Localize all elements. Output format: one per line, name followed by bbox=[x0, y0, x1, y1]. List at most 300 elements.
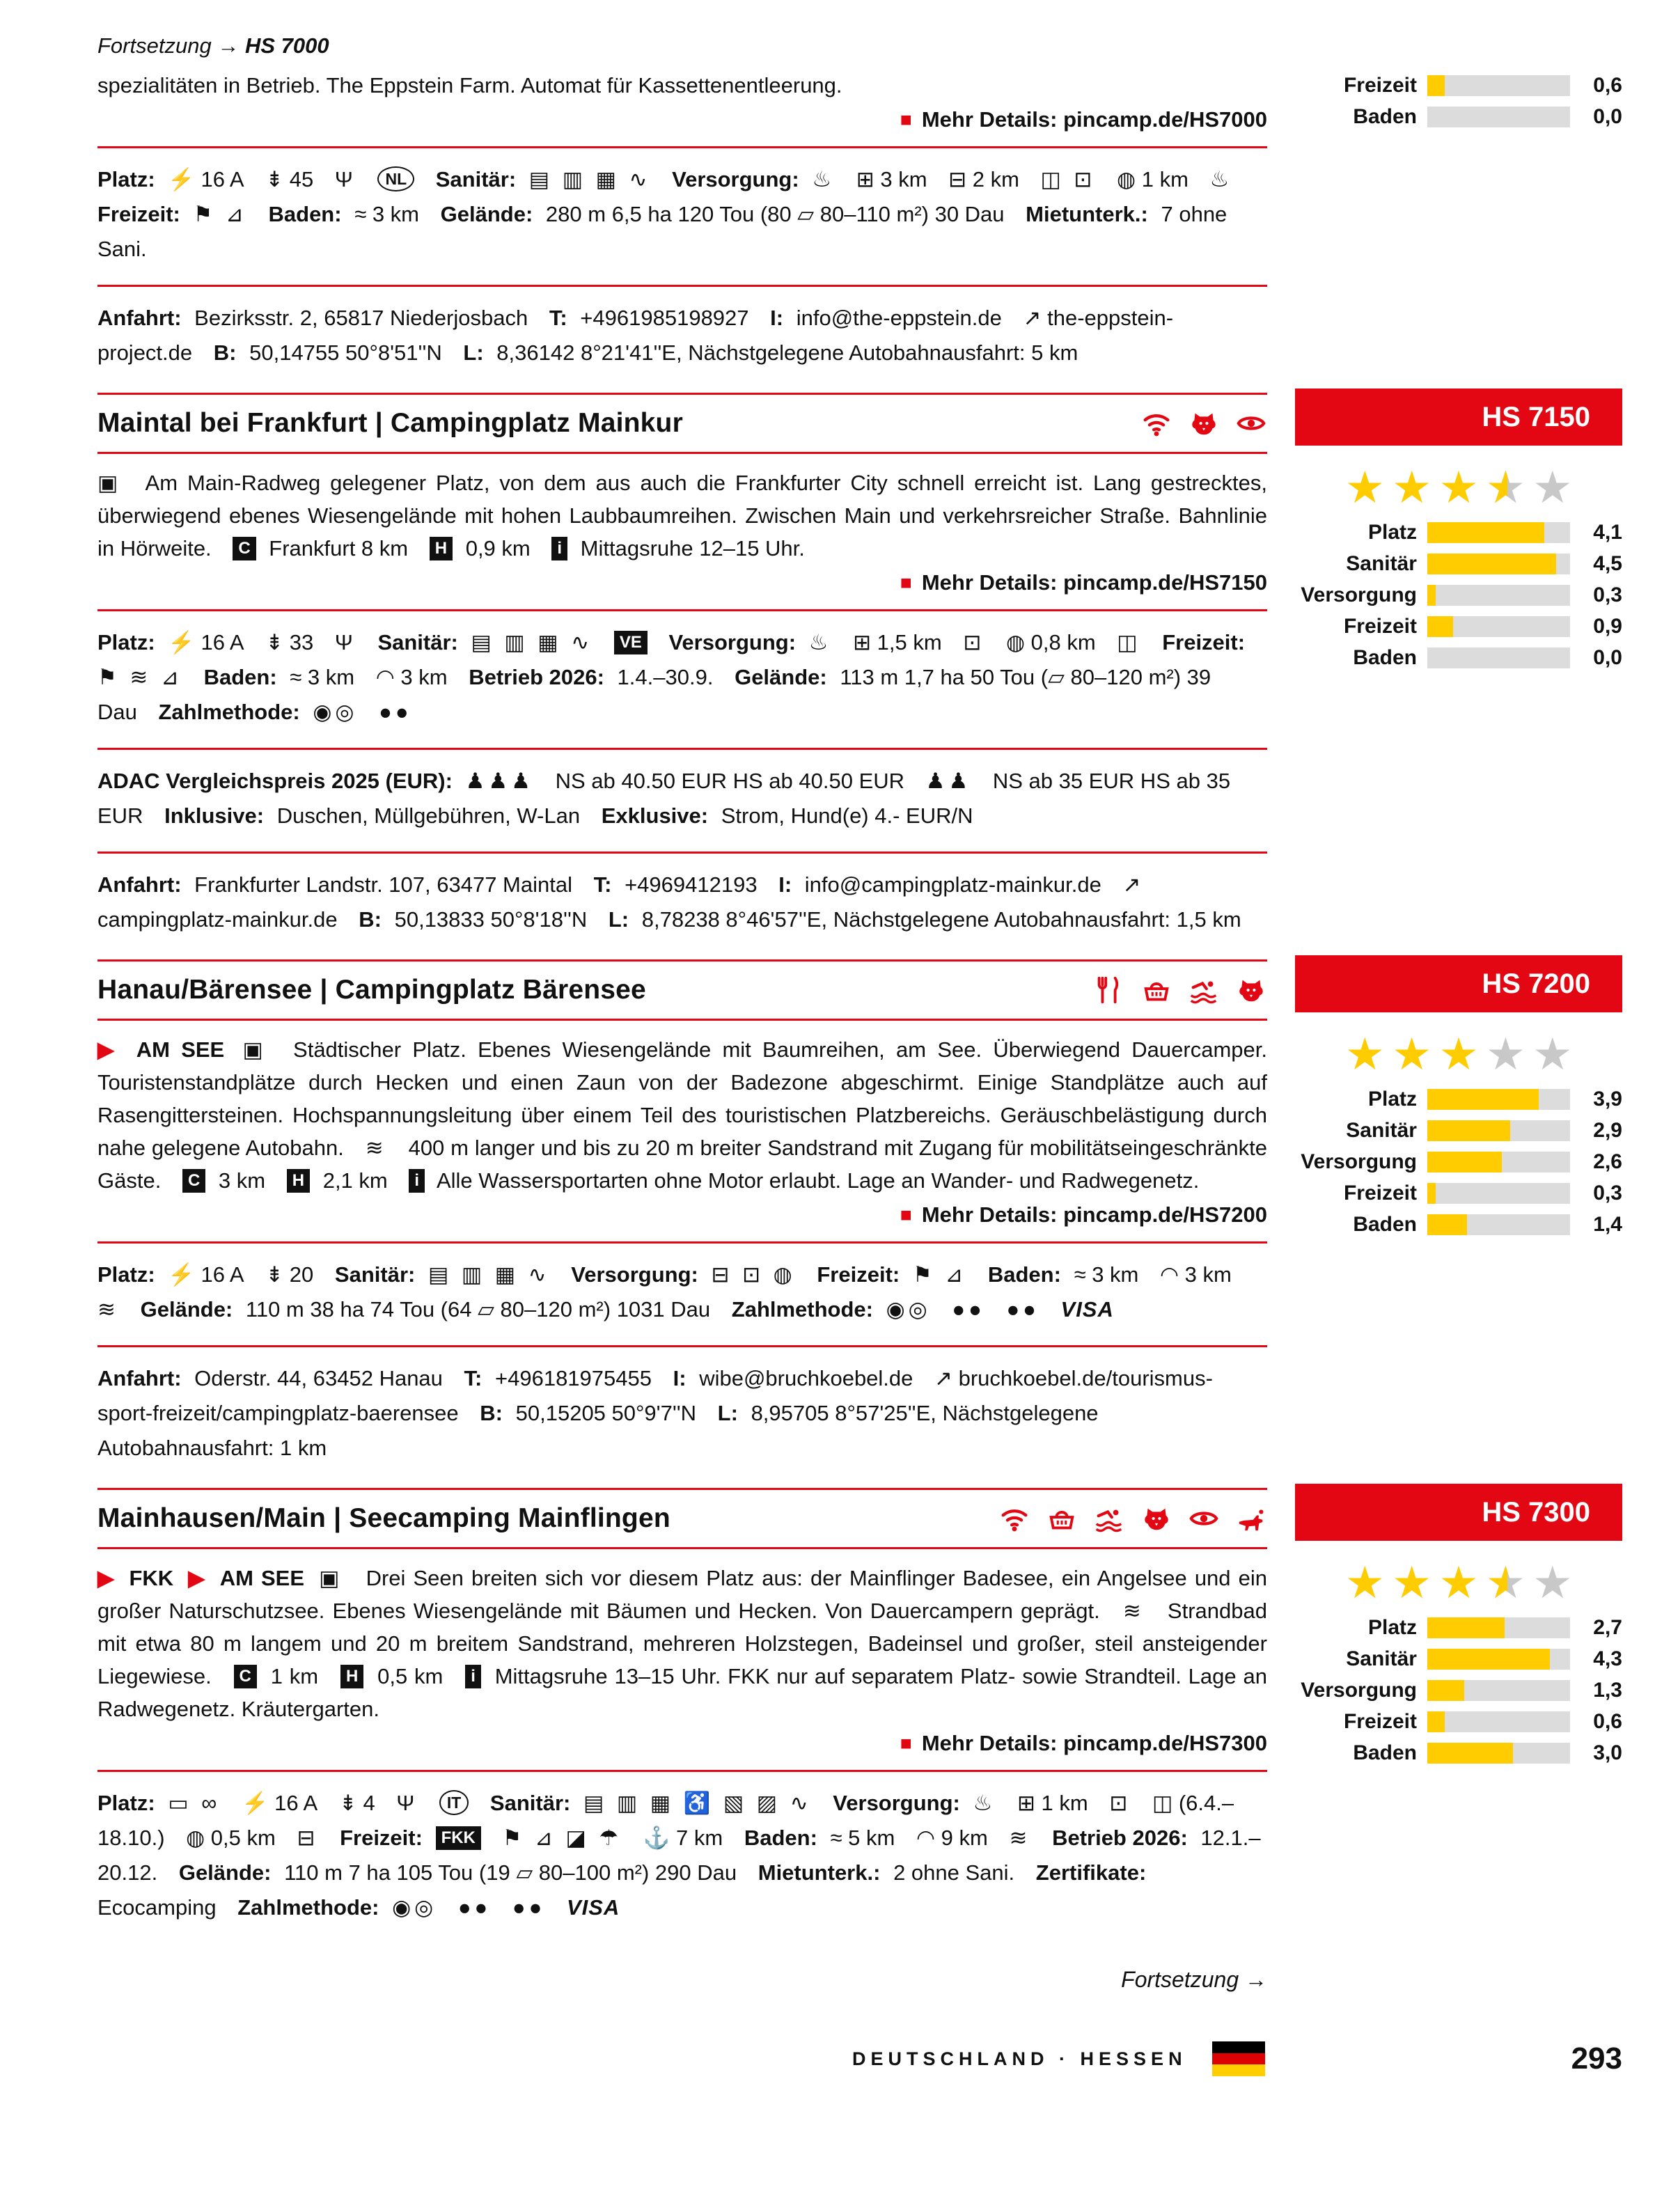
entry-header-icons bbox=[1140, 407, 1267, 439]
field-text: +4969412193 bbox=[625, 872, 758, 897]
rating-row bbox=[1295, 1088, 1622, 1111]
field-label: T: bbox=[593, 872, 612, 897]
continuation-footer: Fortsetzung → bbox=[1121, 1967, 1267, 1992]
field-label: I: bbox=[673, 1366, 687, 1390]
rating-row bbox=[1295, 105, 1622, 129]
field-label: Sanitär: bbox=[377, 630, 458, 654]
rating-label: Freizeit bbox=[1343, 1710, 1417, 1733]
rating-value: 0,3 bbox=[1593, 1182, 1622, 1205]
top-side-column bbox=[1295, 33, 1622, 136]
field-label: B: bbox=[359, 907, 382, 932]
rating-row bbox=[1295, 615, 1622, 638]
icon-cluster: ≋ bbox=[1122, 1599, 1145, 1623]
icon-cluster: ●● bbox=[952, 1297, 985, 1321]
icon-cluster: ▣ bbox=[97, 471, 122, 495]
field-text: ≈ 3 km bbox=[354, 202, 420, 226]
field-label: L: bbox=[717, 1401, 738, 1425]
continuation-code: HS 7000 bbox=[244, 33, 329, 58]
icon-cluster: ♨ bbox=[812, 167, 836, 191]
rating-bar-fill bbox=[1427, 616, 1453, 637]
rating-bar-fill bbox=[1427, 75, 1445, 96]
entry-side-column bbox=[1295, 1484, 1622, 1773]
rating-label: Freizeit bbox=[1343, 1182, 1417, 1205]
rating-bar bbox=[1427, 585, 1570, 606]
germany-flag bbox=[1212, 2041, 1265, 2076]
entry-title: Hanau/Bärensee | Campingplatz Bärensee bbox=[97, 975, 646, 1005]
rating-bar-fill bbox=[1427, 1680, 1464, 1701]
more-details-text: Mehr Details: pincamp.de/HS7000 bbox=[921, 107, 1267, 132]
field-text: info@campingplatz-mainkur.de bbox=[804, 872, 1101, 897]
star-icon: ★ bbox=[1391, 1558, 1432, 1608]
field-label: T: bbox=[464, 1366, 483, 1390]
star-icon: ★ bbox=[1438, 1558, 1479, 1608]
more-details-text: Mehr Details: pincamp.de/HS7150 bbox=[921, 570, 1267, 595]
rating-bar-fill bbox=[1427, 1649, 1550, 1670]
rating-bar-fill bbox=[1427, 585, 1436, 606]
icon-cluster: ▤ ▥ ▦ ♿ ▧ ▨ ∿ bbox=[583, 1791, 812, 1815]
rating-bars bbox=[1295, 1088, 1622, 1237]
field-label: Platz: bbox=[97, 1262, 155, 1287]
anfahrt-info-block bbox=[97, 1345, 1267, 1484]
rating-label: Baden bbox=[1353, 105, 1417, 128]
rating-bar bbox=[1427, 1120, 1570, 1141]
rating-label: Baden bbox=[1353, 1741, 1417, 1764]
rating-bar-fill bbox=[1427, 554, 1556, 574]
field-label: Betrieb 2026: bbox=[1052, 1826, 1188, 1850]
rating-row bbox=[1295, 583, 1622, 607]
star-rating bbox=[1295, 1029, 1622, 1079]
rating-row bbox=[1295, 1182, 1622, 1205]
square-letter-icon: i bbox=[409, 1169, 425, 1193]
rating-label: Baden bbox=[1353, 646, 1417, 669]
swim-icon bbox=[1188, 974, 1220, 1006]
red-marker-icon: ▶ bbox=[97, 1037, 120, 1062]
field-text: ⇟ 20 bbox=[265, 1262, 314, 1287]
field-text: 2,1 km bbox=[322, 1168, 388, 1193]
icon-cluster: ≋ bbox=[365, 1136, 387, 1160]
visa-logo: VISA bbox=[1060, 1297, 1114, 1321]
rating-bar bbox=[1427, 1680, 1570, 1701]
anfahrt-info-block bbox=[97, 285, 1267, 389]
restaurant-icon bbox=[1093, 974, 1125, 1006]
field-text: ↗ bruchkoebel.de/tourismus-sport-freizeit/campingplatz-baerensee bbox=[97, 1366, 1213, 1425]
field-label: Baden: bbox=[203, 665, 277, 689]
field-text: 0,5 km bbox=[377, 1664, 444, 1688]
icon-cluster: Ψ bbox=[396, 1791, 418, 1815]
continuation-header bbox=[97, 33, 1267, 58]
field-text: Drei Seen breiten sich vor diesem Platz aus: der Mainflinger Badesee, ein Angelsee und ein großer Naturschutzsee. Ebenes Wiesengelände mit Bäumen und Hecken. Von Dauercampern geprägt. bbox=[97, 1566, 1268, 1623]
field-label: Freizeit: bbox=[1162, 630, 1246, 654]
rating-value: 0,9 bbox=[1593, 615, 1622, 638]
entry-code-box: HS 7200 bbox=[1295, 955, 1622, 1012]
entry-side-column bbox=[1295, 955, 1622, 1244]
field-label: Mietunterk.: bbox=[758, 1860, 881, 1885]
field-text: ↗ campingplatz-mainkur.de bbox=[97, 872, 1141, 932]
red-square-icon: ■ bbox=[900, 1204, 912, 1225]
field-label: Platz: bbox=[97, 167, 155, 191]
platz-info-block bbox=[97, 146, 1267, 285]
field-label: Betrieb 2026: bbox=[469, 665, 604, 689]
icon-cluster: Ψ bbox=[334, 630, 356, 654]
rating-value: 3,9 bbox=[1593, 1088, 1622, 1111]
rating-label: Sanitär bbox=[1346, 552, 1417, 575]
entry-header bbox=[97, 959, 1267, 1021]
field-label: L: bbox=[608, 907, 629, 932]
top-section bbox=[97, 33, 1622, 389]
icon-cluster: ⚑ ⊿ bbox=[193, 202, 247, 226]
icon-cluster: ▤ ▥ ▦ ∿ bbox=[471, 630, 593, 654]
square-letter-icon: i bbox=[551, 537, 567, 560]
field-label: AM SEE bbox=[219, 1566, 305, 1590]
rating-label: Freizeit bbox=[1343, 74, 1417, 97]
field-text: 8,95705 8°57'25''E, Nächstgelegene Autobahnausfahrt: 1 km bbox=[97, 1401, 1099, 1460]
field-text: Ecocamping bbox=[97, 1895, 217, 1920]
entry-code-box: HS 7300 bbox=[1295, 1484, 1622, 1541]
region-label: DEUTSCHLAND · HESSEN bbox=[852, 2048, 1187, 2069]
rating-row bbox=[1295, 1616, 1622, 1640]
field-label: Platz: bbox=[97, 630, 155, 654]
star-icon: ★ bbox=[1532, 1558, 1573, 1608]
icon-cluster: ▣ bbox=[319, 1566, 343, 1590]
entry-header bbox=[97, 393, 1267, 454]
icon-cluster: ⚑ ⊿ bbox=[912, 1262, 967, 1287]
field-label: Zahlmethode: bbox=[158, 700, 300, 724]
rating-bar bbox=[1427, 1214, 1570, 1235]
star-icon: ★ bbox=[1532, 1029, 1573, 1079]
rating-row bbox=[1295, 552, 1622, 576]
rating-value: 1,3 bbox=[1593, 1679, 1622, 1702]
field-text: ⇟ 33 bbox=[265, 630, 314, 654]
field-text: ⚡ 16 A bbox=[168, 630, 244, 654]
campsite-entry bbox=[97, 1484, 1622, 1943]
icon-cluster: ♟♟♟ bbox=[465, 769, 534, 793]
field-text: 0,9 km bbox=[465, 536, 531, 560]
rating-bar-fill bbox=[1427, 1120, 1510, 1141]
square-letter-icon: C bbox=[233, 537, 256, 560]
swim-icon bbox=[1093, 1503, 1125, 1535]
rating-label: Versorgung bbox=[1301, 583, 1417, 606]
field-text: 280 m 6,5 ha 120 Tou (80 ▱ 80–110 m²) 30 Dau bbox=[545, 202, 1005, 226]
rating-row bbox=[1295, 521, 1622, 544]
field-text: Frankfurter Landstr. 107, 63477 Maintal bbox=[194, 872, 572, 897]
icon-cluster: ⚑ ⊿ ◪ ☂ bbox=[502, 1826, 622, 1850]
field-text: ⊞ 1,5 km bbox=[853, 630, 942, 654]
icon-cluster: ▤ ▥ ▦ ∿ bbox=[427, 1262, 550, 1287]
red-square-icon: ■ bbox=[900, 1732, 912, 1754]
rating-value: 4,1 bbox=[1593, 521, 1622, 544]
field-label: Gelände: bbox=[735, 665, 827, 689]
star-icon: ★ bbox=[1344, 1029, 1385, 1079]
red-square-icon: ■ bbox=[900, 109, 912, 130]
field-text: +496181975455 bbox=[495, 1366, 652, 1390]
field-text: ◍ 0,5 km bbox=[186, 1826, 276, 1850]
field-text: ≈ 5 km bbox=[830, 1826, 895, 1850]
rating-bar bbox=[1427, 522, 1570, 543]
red-marker-icon: ▶ bbox=[188, 1566, 207, 1590]
rating-row bbox=[1295, 1647, 1622, 1671]
rating-bar bbox=[1427, 1649, 1570, 1670]
rating-value: 2,6 bbox=[1593, 1150, 1622, 1173]
field-label: Inklusive: bbox=[164, 803, 265, 828]
entry-description bbox=[97, 1562, 1267, 1725]
field-label: Freizeit: bbox=[97, 202, 180, 226]
dog-icon bbox=[1235, 974, 1267, 1006]
field-text: 7 ohne Sani. bbox=[97, 202, 1227, 261]
icon-cluster: ♨ bbox=[973, 1791, 996, 1815]
rating-row bbox=[1295, 646, 1622, 670]
field-text: ◍ 1 km bbox=[1117, 167, 1188, 191]
icon-cluster: ≋ bbox=[97, 1297, 119, 1321]
field-text: ◠ 3 km bbox=[375, 665, 448, 689]
field-text: wibe@bruchkoebel.de bbox=[699, 1366, 913, 1390]
rating-label: Baden bbox=[1353, 1213, 1417, 1236]
star-icon: ★ bbox=[1438, 462, 1479, 512]
anfahrt-info-block bbox=[97, 852, 1267, 955]
rating-row bbox=[1295, 1710, 1622, 1734]
rating-row bbox=[1295, 1679, 1622, 1702]
entry-description: spezialitäten in Betrieb. The Eppstein Farm. Automat für Kassettenentleerung. bbox=[97, 73, 842, 97]
more-details-text: Mehr Details: pincamp.de/HS7200 bbox=[921, 1202, 1267, 1227]
icon-cluster: ◉◎ bbox=[886, 1297, 931, 1321]
field-text: Strandbad mit etwa 80 m langem und 20 m breitem Sandstrand, mehreren Holzstegen, Badeinsel und großer, steil ansteigender Liegewiese. bbox=[97, 1599, 1267, 1688]
dog-icon bbox=[1188, 407, 1220, 439]
square-letter-icon: C bbox=[182, 1169, 205, 1193]
field-label: Versorgung: bbox=[571, 1262, 698, 1287]
field-label: Platz: bbox=[97, 1791, 155, 1815]
field-text: ◍ 0,8 km bbox=[1005, 630, 1096, 654]
field-text: NS ab 40.50 EUR HS ab 40.50 EUR bbox=[555, 769, 905, 793]
rating-bar-fill bbox=[1427, 1711, 1445, 1732]
entry-title: Mainhausen/Main | Seecamping Mainflingen bbox=[97, 1503, 670, 1533]
rating-bar-fill bbox=[1427, 1089, 1539, 1110]
field-text: ⚡ 16 A bbox=[241, 1791, 318, 1815]
field-label: Sanitär: bbox=[334, 1262, 416, 1287]
field-label: Zahlmethode: bbox=[731, 1297, 873, 1321]
star-rating bbox=[1295, 1558, 1622, 1608]
field-label: Sanitär: bbox=[489, 1791, 571, 1815]
rating-value: 4,3 bbox=[1593, 1647, 1622, 1670]
continuation-text: Fortsetzung → bbox=[97, 33, 240, 58]
rating-row bbox=[1295, 1213, 1622, 1237]
field-text: +4961985198927 bbox=[580, 306, 749, 330]
field-label: Versorgung: bbox=[833, 1791, 960, 1815]
field-label: Baden: bbox=[268, 202, 342, 226]
field-text: 8,36142 8°21'41''E, Nächstgelegene Autobahnausfahrt: 5 km bbox=[496, 340, 1078, 365]
rating-value: 3,0 bbox=[1593, 1741, 1622, 1764]
price-info-block bbox=[97, 748, 1267, 852]
icon-cluster: ●● bbox=[512, 1895, 546, 1920]
field-text: 50,13833 50°8'18''N bbox=[394, 907, 588, 932]
icon-cluster: ≋ bbox=[1009, 1826, 1031, 1850]
field-label: I: bbox=[778, 872, 792, 897]
field-text: ◠ 3 km bbox=[1160, 1262, 1232, 1287]
basket-icon bbox=[1046, 1503, 1078, 1535]
rating-row bbox=[1295, 1119, 1622, 1143]
field-label: Gelände: bbox=[178, 1860, 272, 1885]
platz-info-block bbox=[97, 1241, 1267, 1345]
field-text: 110 m 38 ha 74 Tou (64 ▱ 80–120 m²) 1031 Dau bbox=[245, 1297, 711, 1321]
rating-bars bbox=[1295, 74, 1622, 129]
star-icon: ★ bbox=[1485, 1029, 1526, 1079]
wifi-icon bbox=[1140, 407, 1172, 439]
icon-cluster: ▣ bbox=[242, 1037, 267, 1062]
rating-bar-fill bbox=[1427, 1743, 1513, 1764]
rating-label: Platz bbox=[1367, 1088, 1417, 1111]
eye-icon bbox=[1188, 1503, 1220, 1535]
field-text: Frankfurt 8 km bbox=[269, 536, 409, 560]
field-text: 2 ohne Sani. bbox=[893, 1860, 1015, 1885]
icon-cluster: ◉◎ bbox=[392, 1895, 437, 1920]
icon-cluster: ▭ ∞ bbox=[168, 1791, 221, 1815]
visa-logo: VISA bbox=[566, 1895, 620, 1920]
field-label: Gelände: bbox=[140, 1297, 233, 1321]
icon-cluster: Ψ bbox=[334, 167, 356, 191]
field-label: B: bbox=[213, 340, 237, 365]
star-icon: ★ bbox=[1344, 462, 1385, 512]
rating-value: 4,5 bbox=[1593, 552, 1622, 575]
star-icon: ★ bbox=[1344, 1558, 1385, 1608]
black-badge: VE bbox=[614, 631, 648, 654]
rating-value: 2,9 bbox=[1593, 1119, 1622, 1142]
rating-label: Versorgung bbox=[1301, 1150, 1417, 1173]
rating-bar-fill bbox=[1427, 1617, 1505, 1638]
field-text: 50,15205 50°9'7''N bbox=[515, 1401, 697, 1425]
entry-description bbox=[97, 466, 1267, 565]
star-icon: ★ ★ bbox=[1486, 465, 1525, 510]
rating-bar bbox=[1427, 616, 1570, 637]
field-label: Zahlmethode: bbox=[237, 1895, 379, 1920]
icon-cluster: ◫ ⊡ bbox=[1040, 167, 1096, 191]
rating-value: 0,6 bbox=[1593, 74, 1622, 97]
icon-cluster: ▤ ▥ ▦ ∿ bbox=[528, 167, 651, 191]
square-letter-icon: i bbox=[465, 1665, 481, 1688]
entry-header-icons bbox=[1093, 974, 1267, 1006]
field-text: ⊞ 1 km bbox=[1017, 1791, 1088, 1815]
field-text: ⊟ 2 km bbox=[948, 167, 1019, 191]
icon-cluster: ♨ bbox=[1209, 167, 1233, 191]
field-label: Baden: bbox=[744, 1826, 817, 1850]
rating-bar bbox=[1427, 1743, 1570, 1764]
country-badge: IT bbox=[439, 1790, 469, 1815]
rating-bars bbox=[1295, 521, 1622, 670]
rating-value: 1,4 bbox=[1593, 1213, 1622, 1236]
field-text: 1 km bbox=[270, 1664, 319, 1688]
field-label: Gelände: bbox=[440, 202, 533, 226]
field-text: ≈ 3 km bbox=[290, 665, 355, 689]
field-label: Anfahrt: bbox=[97, 1366, 182, 1390]
icon-cluster: ●● bbox=[379, 700, 412, 724]
rating-bar bbox=[1427, 1183, 1570, 1204]
rating-label: Platz bbox=[1367, 1616, 1417, 1639]
entry-header-icons bbox=[998, 1503, 1267, 1535]
icon-cluster: ♨ bbox=[808, 630, 832, 654]
icon-cluster: ●● bbox=[1006, 1297, 1040, 1321]
field-text: Mittagsruhe 12–15 Uhr. bbox=[580, 536, 805, 560]
star-icon: ★ bbox=[1438, 1029, 1479, 1079]
field-text: 113 m 1,7 ha 50 Tou (▱ 80–120 m²) 39 Dau bbox=[97, 665, 1211, 724]
field-text: 110 m 7 ha 105 Tou (19 ▱ 80–100 m²) 290 Dau bbox=[284, 1860, 737, 1885]
more-details-line bbox=[97, 107, 1267, 132]
icon-cluster: ⚑ ≋ ⊿ bbox=[97, 665, 182, 689]
field-label: Sanitär: bbox=[435, 167, 517, 191]
dog-icon bbox=[1140, 1503, 1172, 1535]
rating-bar-fill bbox=[1427, 1152, 1502, 1172]
red-square-icon: ■ bbox=[900, 572, 912, 593]
field-label: FKK bbox=[129, 1566, 174, 1590]
rating-bar bbox=[1427, 1152, 1570, 1172]
square-letter-icon: H bbox=[287, 1169, 310, 1193]
field-label: Baden: bbox=[987, 1262, 1061, 1287]
country-badge: NL bbox=[377, 166, 414, 191]
rating-row bbox=[1295, 1150, 1622, 1174]
field-text: 12.1.–20.12. bbox=[97, 1826, 1261, 1885]
field-text: Duschen, Müllgebühren, W-Lan bbox=[276, 803, 581, 828]
field-label: B: bbox=[480, 1401, 503, 1425]
field-text: Strom, Hund(e) 4.- EUR/N bbox=[721, 803, 973, 828]
more-details-text: Mehr Details: pincamp.de/HS7300 bbox=[921, 1731, 1267, 1755]
entry-side-column bbox=[1295, 389, 1622, 677]
field-label: I: bbox=[770, 306, 784, 330]
entry-title: Maintal bei Frankfurt | Campingplatz Mainkur bbox=[97, 408, 683, 438]
rating-label: Versorgung bbox=[1301, 1679, 1417, 1702]
platz-info-block bbox=[97, 609, 1267, 748]
field-text: NS ab 35 EUR HS ab 35 EUR bbox=[97, 769, 1231, 828]
more-details-line bbox=[97, 570, 1267, 595]
rating-value: 0,0 bbox=[1593, 105, 1622, 128]
field-text: ⇟ 45 bbox=[265, 167, 314, 191]
star-icon: ★ ★ bbox=[1486, 1560, 1525, 1605]
square-letter-icon: H bbox=[430, 537, 453, 560]
entry-main-column bbox=[97, 389, 1267, 955]
campsite-entry bbox=[97, 955, 1622, 1484]
icon-cluster: ⊟ ⊡ ◍ bbox=[711, 1262, 796, 1287]
field-text: 8,78238 8°46'57''E, Nächstgelegene Autobahnausfahrt: 1,5 km bbox=[641, 907, 1241, 932]
rating-bar bbox=[1427, 107, 1570, 127]
rating-label: Platz bbox=[1367, 521, 1417, 544]
rating-row bbox=[1295, 74, 1622, 97]
eye-icon bbox=[1235, 407, 1267, 439]
entry-code-box: HS 7150 bbox=[1295, 389, 1622, 446]
square-letter-icon: H bbox=[340, 1665, 363, 1688]
field-label: Exklusive: bbox=[601, 803, 709, 828]
platz-info-block bbox=[97, 1770, 1267, 1943]
black-badge: FKK bbox=[436, 1826, 481, 1850]
field-text: ⚓ 7 km bbox=[643, 1826, 723, 1850]
field-text: Bezirksstr. 2, 65817 Niederjosbach bbox=[194, 306, 528, 330]
field-text: ⚡ 16 A bbox=[168, 1262, 244, 1287]
field-text: Mittagsruhe 13–15 Uhr. FKK nur auf separatem Platz- sowie Strandteil. Lage an Radwegenetz. Kräutergarten. bbox=[97, 1664, 1267, 1721]
dogrun-icon bbox=[1235, 1503, 1267, 1535]
field-text: ⇟ 4 bbox=[338, 1791, 375, 1815]
field-text: 400 m langer und bis zu 20 m breiter Sandstrand mit Zugang für mobilitätseingeschränkte Gäste. bbox=[97, 1136, 1267, 1193]
rating-value: 0,6 bbox=[1593, 1710, 1622, 1733]
star-icon: ★ bbox=[1391, 1029, 1432, 1079]
icon-cluster: ●● bbox=[457, 1895, 492, 1920]
icon-cluster: ◫ bbox=[1117, 630, 1141, 654]
field-label: Zertifikate: bbox=[1035, 1860, 1147, 1885]
rating-label: Sanitär bbox=[1346, 1119, 1417, 1142]
rating-label: Sanitär bbox=[1346, 1647, 1417, 1670]
field-label: Mietunterk.: bbox=[1026, 202, 1148, 226]
page-footer bbox=[97, 2041, 1622, 2076]
icon-cluster: ◉◎ bbox=[313, 700, 358, 724]
top-main-column bbox=[97, 33, 1267, 389]
rating-bar bbox=[1427, 1711, 1570, 1732]
field-label: L: bbox=[463, 340, 484, 365]
rating-value: 0,3 bbox=[1593, 583, 1622, 606]
field-label: Anfahrt: bbox=[97, 872, 182, 897]
field-label: T: bbox=[549, 306, 567, 330]
